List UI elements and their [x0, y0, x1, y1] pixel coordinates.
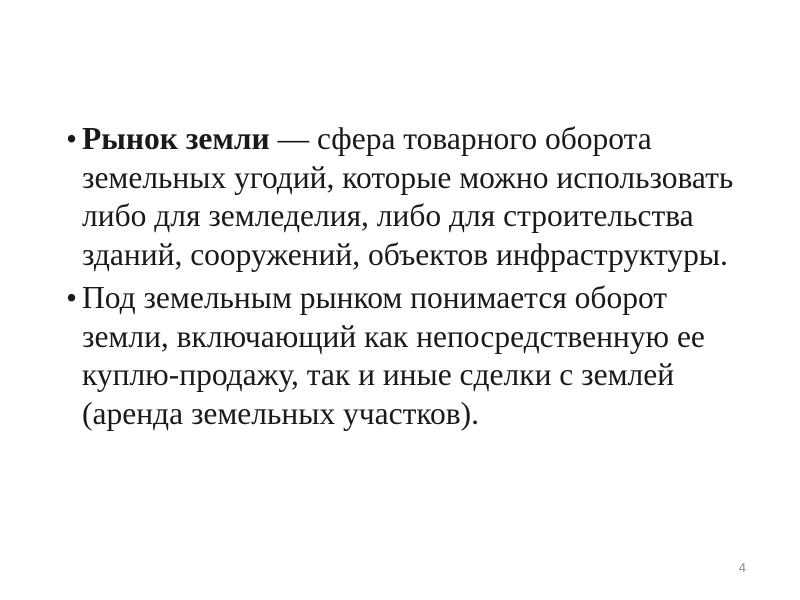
- bullet-icon: •: [66, 280, 78, 315]
- term-land-market: Рынок земли: [82, 121, 270, 156]
- bullet-icon: •: [66, 121, 78, 156]
- page-number: 4: [738, 560, 746, 575]
- bullet-item-land-turnover: [60, 279, 760, 433]
- bullet-item-land-market: [60, 120, 760, 274]
- definition-text: Под земельным рынком понимается оборот земли, включающий как непосредственную ее куплю-продажу, так и иные сделки с землей (аренда земельных участков).: [82, 280, 705, 431]
- definition-text: — сфера товарного оборота земельных угодий, которые можно использовать либо для земледелия, либо для строительства зданий, сооружений, объектов инфраструктуры.: [82, 121, 734, 272]
- bullet-list: [60, 120, 760, 438]
